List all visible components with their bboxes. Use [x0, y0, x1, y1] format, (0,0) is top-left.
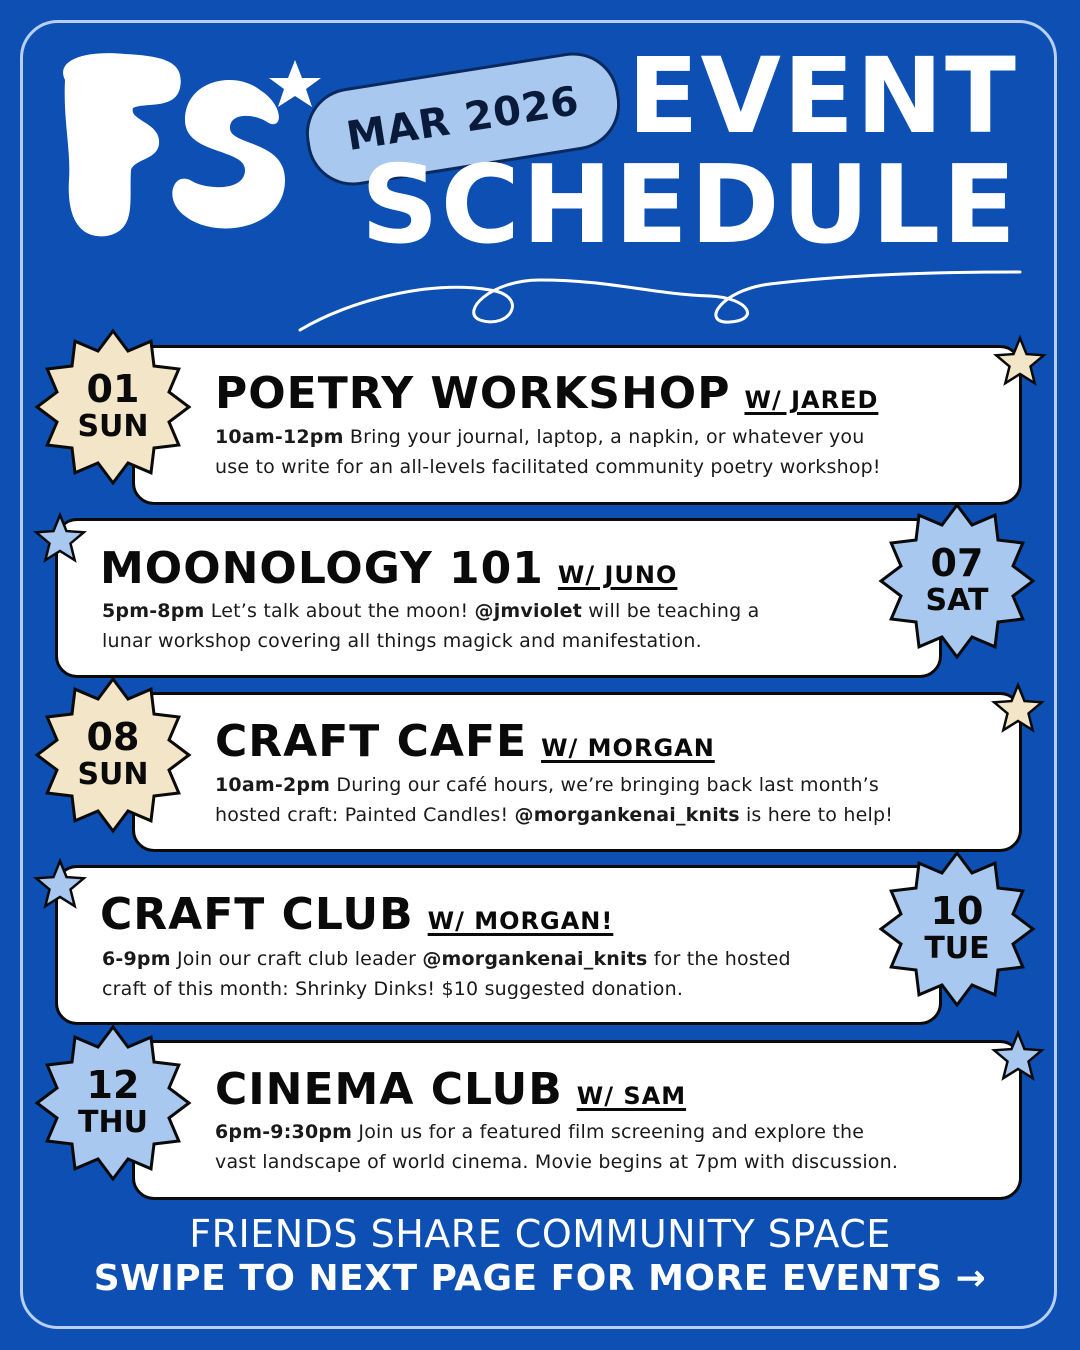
event-time: 10am-12pm [215, 426, 344, 448]
date-badge [878, 502, 1036, 660]
event-title-row [100, 889, 614, 940]
event-desc-text: is here to help! [739, 804, 894, 826]
date-day: 07 [930, 541, 984, 585]
fs-logo [45, 40, 335, 250]
star-icon [32, 858, 88, 914]
event-desc-text: will be teaching a [582, 600, 760, 622]
event-desc-text: hosted craft: Painted Candles! [215, 804, 515, 826]
event-host: W/ JARED [744, 386, 879, 414]
date-badge [34, 676, 192, 834]
event-title: MOONOLOGY 101 [100, 543, 544, 594]
date-day: 08 [86, 715, 140, 759]
event-desc-line1: During our café hours, we’re bringing back last month’s [336, 774, 880, 796]
date-weekday: THU [78, 1105, 148, 1140]
date-day: 01 [86, 367, 140, 411]
date-badge [878, 850, 1036, 1008]
event-time: 5pm-8pm [102, 600, 205, 622]
date-weekday: SUN [77, 409, 149, 444]
event-time: 6pm-9:30pm [215, 1121, 353, 1143]
event-desc-line2: craft of this month: Shrinky Dinks! $10 suggested donation. [102, 978, 684, 1000]
event-title-row [215, 1064, 687, 1115]
event-description [215, 422, 1005, 482]
footer-swipe-prompt[interactable] [0, 1258, 1080, 1299]
title-line-2: SCHEDULE [360, 143, 1018, 268]
event-title: CINEMA CLUB [215, 1064, 563, 1115]
event-desc-line1: Bring your journal, laptop, a napkin, or whatever you [349, 426, 865, 448]
event-title: CRAFT CLUB [100, 889, 414, 940]
event-title-row [215, 716, 715, 767]
event-title-row [100, 543, 678, 594]
event-time: 10am-2pm [215, 774, 331, 796]
star-icon [32, 512, 88, 568]
event-desc-text: Let’s talk about the moon! [210, 600, 475, 622]
star-icon [992, 335, 1048, 391]
date-badge [34, 328, 192, 486]
instagram-handle[interactable]: @morgankenai_knits [514, 804, 740, 826]
date-day: 12 [86, 1063, 140, 1107]
star-icon [990, 1030, 1046, 1086]
event-title: CRAFT CAFE [215, 716, 528, 767]
event-host: W/ SAM [576, 1082, 687, 1110]
instagram-handle[interactable]: @morgankenai_knits [422, 948, 648, 970]
date-badge [34, 1024, 192, 1182]
footer-venue: FRIENDS SHARE COMMUNITY SPACE [189, 1212, 891, 1256]
event-time: 6-9pm [102, 948, 171, 970]
title-line-1: EVENT [627, 35, 1018, 157]
date-weekday: SAT [925, 583, 989, 618]
event-description [215, 770, 1005, 830]
event-host: W/ JUNO [557, 561, 678, 589]
arrow-right-icon: → [955, 1258, 987, 1299]
star-icon [990, 682, 1046, 738]
date-weekday: SUN [77, 757, 149, 792]
event-description [102, 596, 892, 656]
event-desc-line2: lunar workshop covering all things magick and manifestation. [102, 630, 702, 652]
event-host: W/ MORGAN [541, 734, 715, 762]
event-host: W/ MORGAN! [427, 907, 614, 935]
event-desc-line2: vast landscape of world cinema. Movie begins at 7pm with discussion. [215, 1151, 899, 1173]
date-day: 10 [930, 889, 984, 933]
event-title-row [215, 368, 879, 419]
event-desc-text: for the hosted [647, 948, 791, 970]
event-description [215, 1117, 1005, 1177]
event-title: POETRY WORKSHOP [215, 368, 731, 419]
event-desc-line1: Join us for a featured film screening and explore the [358, 1121, 865, 1143]
event-description [102, 944, 902, 1004]
event-desc-text: Join our craft club leader [176, 948, 423, 970]
footer-swipe-text: SWIPE TO NEXT PAGE FOR MORE EVENTS [93, 1258, 943, 1299]
instagram-handle[interactable]: @jmviolet [474, 600, 583, 622]
decorative-swirl [290, 260, 1030, 340]
date-weekday: TUE [924, 931, 990, 966]
event-desc-line2: use to write for an all-levels facilitated community poetry workshop! [215, 456, 881, 478]
month-badge-text: MAR 2026 [343, 77, 583, 161]
